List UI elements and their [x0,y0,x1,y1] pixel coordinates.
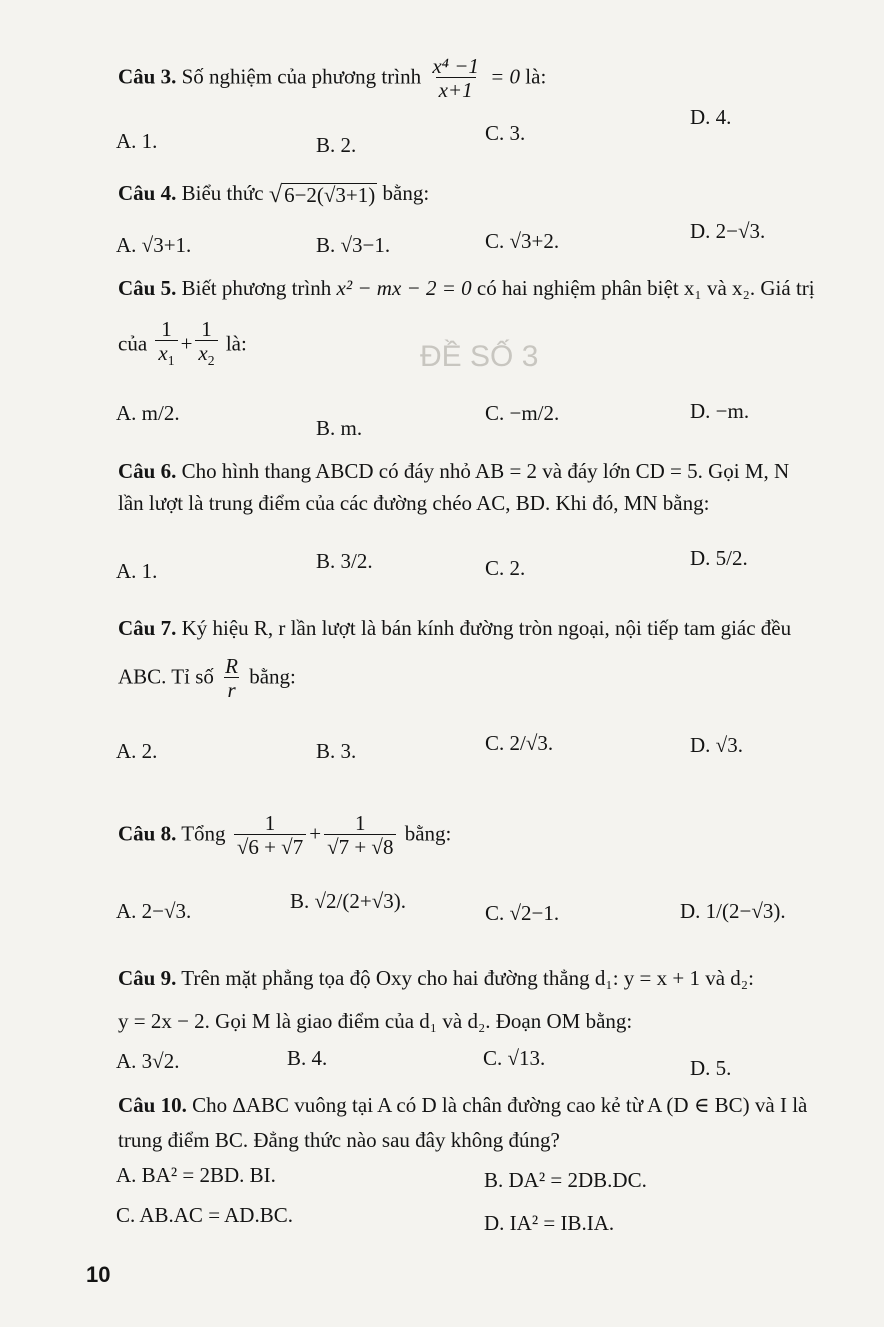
q8-option-c[interactable]: C. √2−1. [485,901,560,925]
q6-option-b[interactable]: B. 3/2. [316,549,373,573]
question-8: Câu 8. Tổng $\frac{1}{√6 + √7}$ + $\frac{1}{√7 + √8}$ bằng: [118,811,452,859]
question-9-line-2: y = 2x − 2. Gọi M là giao điểm của d₁ và d₂. Đoạn OM bằng: [118,1009,633,1033]
q10-option-d[interactable]: D. IA² = IB.IA. [484,1211,615,1235]
q5-option-c[interactable]: C. −m/2. [485,401,560,425]
question-9: Câu 9. Trên mặt phẳng tọa độ Oxy cho hai đường thẳng d₁: y = x + 1 và d₂: [118,966,754,990]
question-3-label: Câu 3. [118,64,177,89]
q10-option-a[interactable]: A. BA² = 2BD. BI. [116,1163,276,1187]
q7-option-a[interactable]: A. 2. [116,739,158,763]
q9-option-c[interactable]: C. √13. [483,1046,546,1070]
page-number: 10 [86,1262,111,1287]
q4-option-c[interactable]: C. √3+2. [485,229,560,253]
q3-option-a[interactable]: A. 1. [116,129,158,153]
question-6-line-2: lần lượt là trung điểm của các đường chéo AC, BD. Khi đó, MN bằng: [118,491,710,515]
bleed-through-text: ĐỀ SỐ 3 [420,340,539,373]
question-5-line-2: của $\frac{1}{x_1}$ + $\frac{1}{x_2}$ là: [118,318,247,373]
question-7-line-2: ABC. Tỉ số $\frac{R}{r}$ bằng: [118,654,296,702]
q3-option-b[interactable]: B. 2. [316,133,357,157]
question-7: Câu 7. Ký hiệu R, r lần lượt là bán kính đường tròn ngoại, nội tiếp tam giác đều [118,616,792,640]
q7-option-d[interactable]: D. √3. [690,733,743,757]
question-6: Câu 6. Cho hình thang ABCD có đáy nhỏ AB = 2 và đáy lớn CD = 5. Gọi M, N [118,459,790,483]
q7-option-c[interactable]: C. 2/√3. [485,731,554,755]
question-3: Câu 3. Số nghiệm của phương trình $\frac{\text{x⁴ −1}}{x+1}$ = 0 là: [118,54,547,102]
question-4-radical: √ 6−2(√3+1) [268,181,376,209]
q9-option-a[interactable]: A. 3√2. [116,1049,180,1073]
question-3-text: Số nghiệm của phương trình [181,64,422,89]
q6-option-a[interactable]: A. 1. [116,559,158,583]
q4-option-b[interactable]: B. √3−1. [316,233,391,257]
q9-option-b[interactable]: B. 4. [287,1046,328,1070]
q5-option-a[interactable]: A. m/2. [116,401,180,425]
q8-option-a[interactable]: A. 2−√3. [116,899,192,923]
q10-option-c[interactable]: C. AB.AC = AD.BC. [116,1203,293,1227]
q5-option-d[interactable]: D. −m. [690,399,750,423]
q8-option-b[interactable]: B. √2/(2+√3). [290,889,406,913]
q6-option-c[interactable]: C. 2. [485,556,526,580]
question-3-equation-fraction: $\frac{\text{x⁴ −1}}{x+1}$ [432,54,479,102]
q5-option-b[interactable]: B. m. [316,416,363,440]
q3-option-d[interactable]: D. 4. [690,105,732,129]
q7-option-b[interactable]: B. 3. [316,739,357,763]
question-10-line-2: trung điểm BC. Đẳng thức nào sau đây không đúng? [118,1128,560,1152]
q3-option-c[interactable]: C. 3. [485,121,526,145]
q10-option-b[interactable]: B. DA² = 2DB.DC. [484,1168,647,1192]
question-4: Câu 4. Biểu thức √ 6−2(√3+1) bằng: [118,181,430,209]
q4-option-a[interactable]: A. √3+1. [116,233,192,257]
q8-option-d[interactable]: D. 1/(2−√3). [680,899,786,923]
question-10: Câu 10. Cho ΔABC vuông tại A có D là chân đường cao kẻ từ A (D ∈ BC) và I là [118,1093,808,1117]
q9-option-d[interactable]: D. 5. [690,1056,732,1080]
q6-option-d[interactable]: D. 5/2. [690,546,748,570]
q4-option-d[interactable]: D. 2−√3. [690,219,766,243]
question-5: Câu 5. Biết phương trình x² − mx − 2 = 0 có hai nghiệm phân biệt x₁ và x₂. Giá trị [118,276,815,300]
